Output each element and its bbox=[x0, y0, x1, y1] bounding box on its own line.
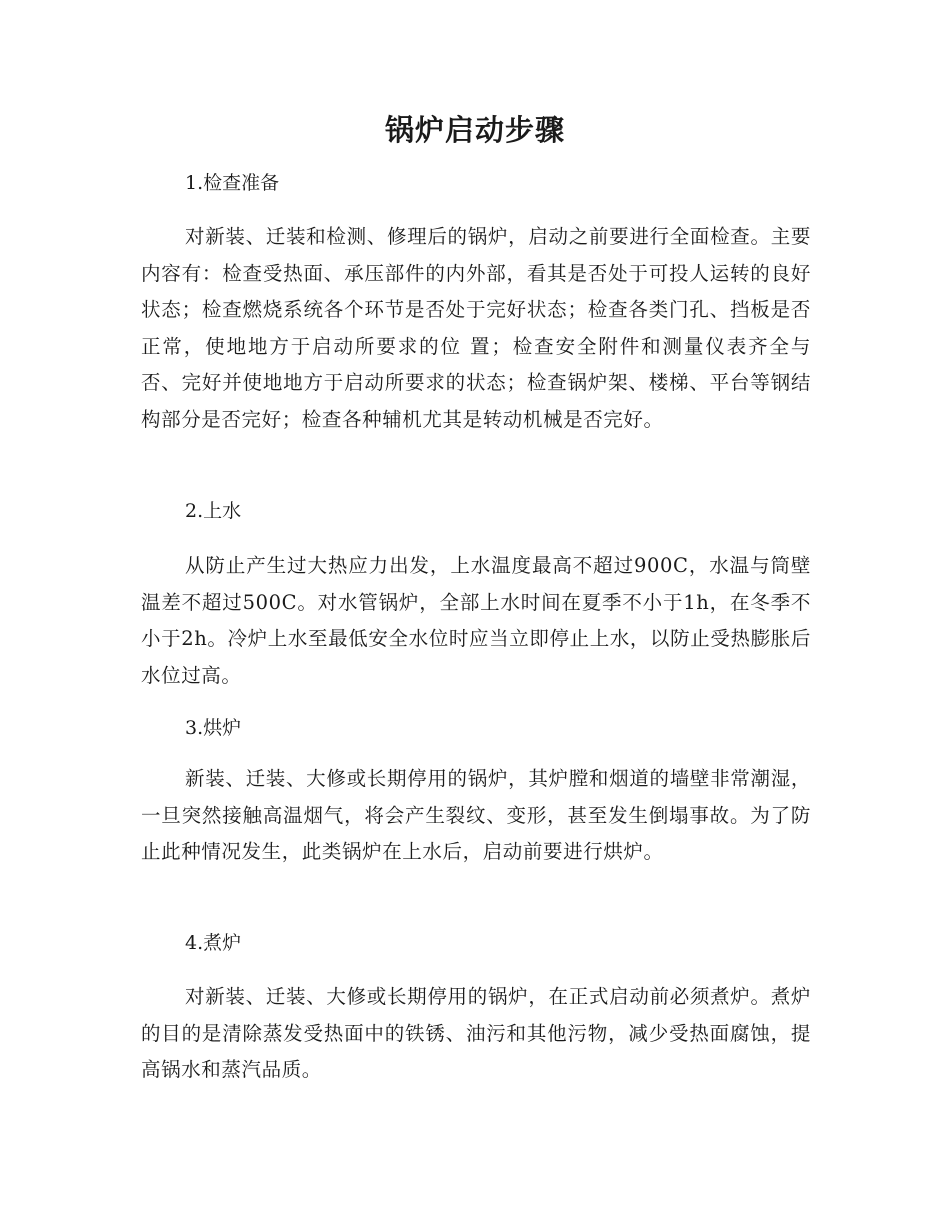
section-paragraph-inspection: 对新装、迁装和检测、修理后的锅炉，启动之前要进行全面检查。主要内容有：检查受热面、承压部件的内外部，看其是否处于可投人运转的良好状态；检查燃烧系统各个环节是否处于完好状态；检查各类门孔、挡板是否正常，使地地方于启动所要求的位 置；检查安全附件和测量仪表齐全与否、完好并使地地方于启动所要求的状态；检查锅炉架、楼梯、平台等钢结构部分是否完好；检查各种辅机尤其是转动机械是否完好。 bbox=[141, 225, 811, 431]
section-heading-inspection: 1.检查准备 bbox=[185, 172, 280, 194]
section-heading-drying: 3.烘炉 bbox=[185, 717, 242, 739]
section-heading-water-filling: 2.上水 bbox=[185, 500, 242, 522]
section-paragraph-boiling-out: 对新装、迁装、大修或长期停用的锅炉，在正式启动前必须煮炉。煮炉的目的是清除蒸发受热面中的铁锈、油污和其他污物，减少受热面腐蚀，提高锅水和蒸汽品质。 bbox=[141, 985, 811, 1081]
section-heading-boiling-out: 4.煮炉 bbox=[185, 932, 242, 954]
document-title: 锅炉启动步骤 bbox=[384, 113, 565, 147]
section-paragraph-drying: 新装、迁装、大修或长期停用的锅炉，其炉膛和烟道的墙壁非常潮湿，一旦突然接触高温烟气，将会产生裂纹、变形，甚至发生倒塌事故。为了防止此种情况发生，此类锅炉在上水后，启动前要进行烘炉。 bbox=[141, 767, 811, 863]
section-paragraph-water-filling: 从防止产生过大热应力出发，上水温度最高不超过900C，水温与筒壁温差不超过500C。对水管锅炉，全部上水时间在夏季不小于1h，在冬季不小于2h。冷炉上水至最低安全水位时应当立即停止上水，以防止受热膨胀后水位过高。 bbox=[141, 554, 811, 687]
